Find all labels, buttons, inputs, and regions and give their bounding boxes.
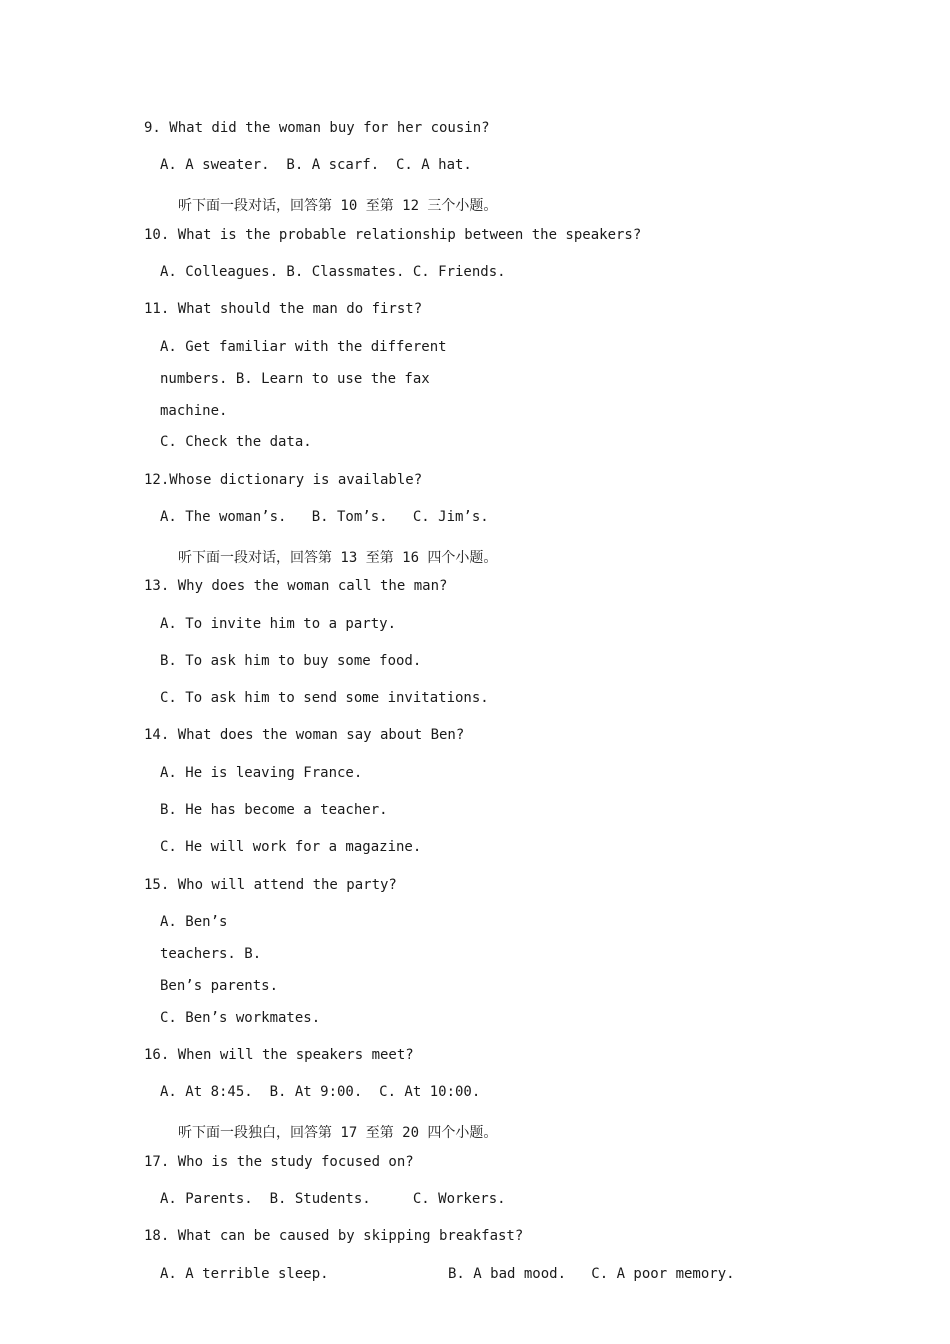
question-18: 18. What can be caused by skipping breakfast?	[144, 1228, 524, 1244]
question-9-options: A. A sweater. B. A scarf. C. A hat.	[160, 157, 472, 173]
question-14-option-c: C. He will work for a magazine.	[160, 839, 422, 855]
question-18-option-a: A. A terrible sleep.	[160, 1266, 329, 1282]
question-16-options: A. At 8:45. B. At 9:00. C. At 10:00.	[160, 1084, 481, 1100]
question-15-option-b-cont: Ben’s parents.	[160, 978, 279, 994]
question-9: 9. What did the woman buy for her cousin?	[144, 120, 490, 136]
question-11-option-c: C. Check the data.	[160, 434, 312, 450]
question-13-option-a: A. To invite him to a party.	[160, 616, 397, 632]
question-18-options-b-c: B. A bad mood. C. A poor memory.	[448, 1266, 735, 1282]
section-instruction-10-12: 听下面一段对话，回答第 10 至第 12 三个小题。	[178, 198, 498, 214]
question-15-option-c: C. Ben’s workmates.	[160, 1010, 321, 1026]
question-12: 12.Whose dictionary is available?	[144, 472, 423, 488]
question-10-options: A. Colleagues. B. Classmates. C. Friends.	[160, 264, 506, 280]
question-14: 14. What does the woman say about Ben?	[144, 727, 465, 743]
question-17: 17. Who is the study focused on?	[144, 1154, 414, 1170]
section-instruction-17-20: 听下面一段独白，回答第 17 至第 20 四个小题。	[178, 1125, 498, 1141]
question-14-option-a: A. He is leaving France.	[160, 765, 363, 781]
question-15-option-a-cont: teachers. B.	[160, 946, 262, 962]
question-13-option-c: C. To ask him to send some invitations.	[160, 690, 489, 706]
question-11: 11. What should the man do first?	[144, 301, 423, 317]
question-11-option-b-cont: machine.	[160, 403, 228, 419]
question-14-option-b: B. He has become a teacher.	[160, 802, 388, 818]
section-instruction-13-16: 听下面一段对话，回答第 13 至第 16 四个小题。	[178, 550, 498, 566]
question-13-option-b: B. To ask him to buy some food.	[160, 653, 422, 669]
question-10: 10. What is the probable relationship between the speakers?	[144, 227, 642, 243]
question-15-option-a: A. Ben’s	[160, 914, 228, 930]
question-17-options: A. Parents. B. Students. C. Workers.	[160, 1191, 506, 1207]
question-13: 13. Why does the woman call the man?	[144, 578, 448, 594]
question-16: 16. When will the speakers meet?	[144, 1047, 414, 1063]
question-11-option-a: A. Get familiar with the different	[160, 339, 447, 355]
question-15: 15. Who will attend the party?	[144, 877, 397, 893]
question-12-options: A. The woman’s. B. Tom’s. C. Jim’s.	[160, 509, 489, 525]
question-11-option-a-cont: numbers. B. Learn to use the fax	[160, 371, 430, 387]
